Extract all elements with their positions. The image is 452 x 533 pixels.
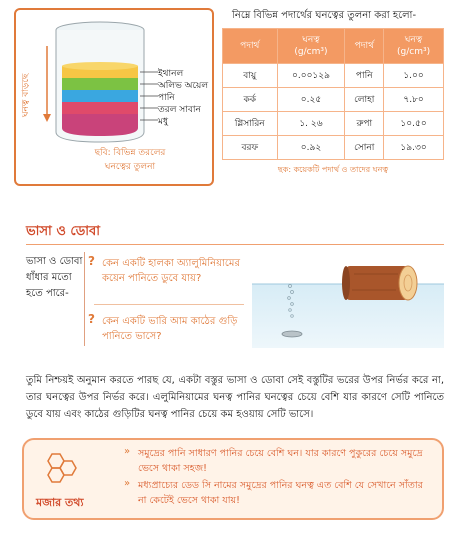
jar-label-leaders <box>140 66 160 132</box>
jar-label-honey: মধু <box>158 117 169 127</box>
table-row: বরফ ০.৯২ সোনা ১৯.৩০ <box>223 136 444 160</box>
density-table <box>222 28 444 160</box>
table-caption: ছক: কয়েকটি পদার্থ ও তাদের ঘনত্ব <box>277 165 389 174</box>
down-arrow-icon <box>42 44 52 124</box>
layer-olive-oil <box>62 78 138 90</box>
header-substance: পদার্থ <box>223 29 278 64</box>
jar-label-liquid-soap: তরল সাবান <box>158 105 201 115</box>
question-divider <box>94 304 244 305</box>
table-row: কর্ক ০.২৫ লোহা ৭.৮০ <box>223 88 444 112</box>
layered-jar <box>52 20 148 146</box>
layer-water <box>62 90 138 102</box>
bullet-icon: » <box>124 478 131 489</box>
side-label: ভাসা ও ডোবা ধাঁধার মতো হতে পারে- <box>26 256 83 299</box>
layer-honey <box>62 114 138 136</box>
body-paragraph: তুমি নিশ্চয়ই অনুমান করতে পারছ যে, একটা বস্তুর ভাসা ও ডোবা সেই বস্তুটির ভরের উপর নির্ভর করে না, তার ঘনত্বের উপর নির্ভর করে। এলুমিনিয়ামের ঘনত্ব পানির ঘনত্বের চেয়ে বেশি যার কারণে সেটি পানিতে ডুবে যায় এবং কাঠের গুড়িটির ঘনত্ব পানির চেয়ে কম হওয়ায় সেটি ভাসে। <box>26 375 444 420</box>
question-1: কেন একটি হালকা অ্যালুমিনিয়ামের কয়েন পানিতে ডুবে যায়? <box>102 258 240 284</box>
water-scene-illustration <box>252 262 444 348</box>
header-density: ঘনত্ব (g/cm³) <box>384 29 444 64</box>
question-2: কেন একটি ভারি আম কাঠের গুড়ি পানিতে ভাসে? <box>102 316 238 342</box>
header-substance: পদার্থ <box>345 29 384 64</box>
jar-label-olive-oil: অলিভ অয়েল <box>158 81 209 91</box>
jar-label-water: পানি <box>158 93 175 103</box>
question-mark-icon: ? <box>88 312 95 326</box>
fun-fact-item-2: মধ্যপ্রাচ্যের ডেড সি নামের সমুদ্রের পানির ঘনত্ব এত বেশি যে সেখানে সাঁতার না কেটেই ভেসে থাকা যায়! <box>138 480 423 506</box>
jar-label-ethanol: ইথানল <box>158 69 184 79</box>
section-divider <box>26 244 444 245</box>
density-axis-label: ঘনত্ব বাড়ছে <box>21 73 31 117</box>
header-density: ঘনত্ব (g/cm³) <box>277 29 345 64</box>
table-header-row <box>223 29 444 64</box>
section-heading: ভাসা ও ডোবা <box>26 224 101 239</box>
layer-liquid-soap <box>62 102 138 114</box>
table-intro: নিম্নে বিভিন্ন পদার্থের ঘনত্বের তুলনা করা হলো- <box>232 10 417 21</box>
wooden-log <box>342 266 417 300</box>
aluminium-coin <box>282 331 302 337</box>
fun-fact-title: মজার তথ্য <box>36 496 84 509</box>
bullet-icon: » <box>124 446 131 457</box>
fun-fact-item-1: সমুদ্রের পানি সাধারণ পানির চেয়ে বেশি ঘন। যার কারণে পুকুরের চেয়ে সমুদ্রে ভেসে থাকা সহজ! <box>138 448 423 474</box>
question-mark-icon: ? <box>88 254 95 268</box>
table-row: গ্লিসারিন ১. ২৬ রুপা ১০.৫০ <box>223 112 444 136</box>
honeycomb-icon <box>40 450 80 490</box>
side-divider <box>84 252 85 346</box>
table-row: বায়ু ০.০০১২৯ পানি ১.০০ <box>223 64 444 88</box>
figure-caption: ছবি: বিভিন্ন তরলের ঘনত্বের তুলনা <box>94 148 166 172</box>
